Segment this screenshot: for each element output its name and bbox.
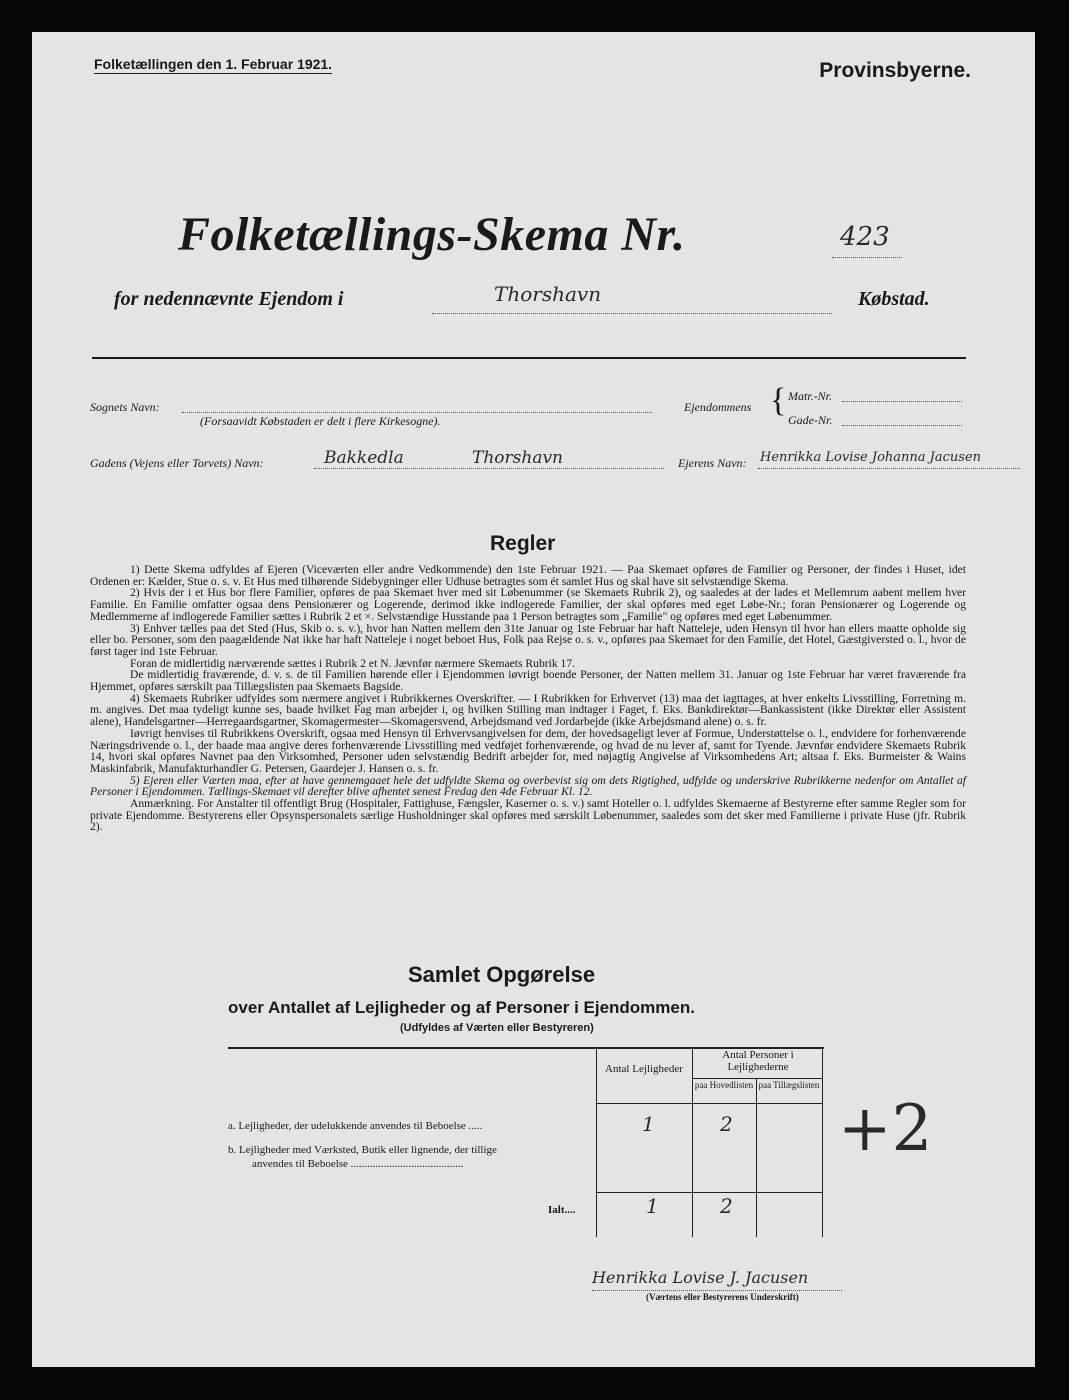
col-persons-header: Antal Personer i Lejlighederne xyxy=(722,1049,794,1073)
rule-paragraph-3b: De midlertidig fraværende, d. v. s. de til Familien hørende eller i Ejendommen iøvrigt boende Personer, der Natten mellem 31. Januar og 1ste Februar har været fraværende fra Hjemmet, opføres særskilt paa Tillægslisten paa Skemaets Bagside. xyxy=(90,668,966,694)
row-b-label-line1: b. Lejligheder med Værksted, Butik eller lignende, der tillige xyxy=(228,1144,497,1156)
property-label: Ejendommens xyxy=(684,400,752,414)
street-label: Gadens (Vejens eller Torvets) Navn: xyxy=(90,456,264,470)
form-number: 423 xyxy=(840,222,890,252)
header-divider xyxy=(92,357,966,359)
summary-heading: Samlet Opgørelse xyxy=(408,962,596,987)
rule-paragraph-3: 3) Enhver tælles paa det Sted (Hus, Skib o. s. v.), hvor han Natten mellem den 31te Januar og 1ste Februar har haft Natteleje, uden Hensyn til hvor han ellers maatte opholde sig eller bo. Personer, som den paagældende Nat ikke har haft Natteleje i noget beboet Hus, Folk paa Rejse o. s. v., opføres paa Skemaet for den Familie, det Hotel, Gæstgiversted o. l., hvor de først tager ind 1ste Februar. xyxy=(90,621,966,658)
row-total-label: Ialt.... xyxy=(548,1204,576,1216)
town-name: Thorshavn xyxy=(494,282,602,306)
rule-paragraph-4: 4) Skemaets Rubriker udfyldes som nærmere angivet i Rubrikkernes Overskrifter. — I Rubrikken for Erhvervet (13) maa det iagttages, at hver enkelts Livsstilling, Forretning m. m. angives. Det maa tydeligt kunne ses, baade hvilket Fag man arbejder i, og hvilken Stilling man indtager i Faget, f. Eks. Bankdirektør—Bankassistent (ikke Direktør eller Assistent alene), Handelsgartner—Herregaardsgartner, Skomagermester—Skomagersvend, Arbejdsmand ved Jordarbejde (ikke Arbejdsmand alene) o. s. fr. xyxy=(90,691,966,729)
property-brace: { xyxy=(770,382,787,419)
summary-note: (Udfyldes af Værten eller Bestyreren) xyxy=(400,1022,594,1034)
street-town: Thorshavn xyxy=(472,448,564,468)
signature-caption: (Værtens eller Bestyrerens Underskrift) xyxy=(646,1292,799,1302)
street-value: Bakkedla xyxy=(324,448,404,468)
rule-note: Anmærkning. For Anstalter til offentligt Brug (Hospitaler, Fattighuse, Fængsler, Kaserner o. s. v.) samt Hoteller o. l. udfyldes Skemaerne af Bestyrerne efter samme Regler som for private Ejendomme. Bestyrerens eller Opsynspersonalets særlige Husholdninger skal opføres med særskilt Løbenummer, saaledes som det sker med Familierne i private Huse (jfr. Rubrik 2). xyxy=(90,797,966,834)
matr-label: Matr.-Nr. xyxy=(788,389,833,403)
col-antal-header: Antal Lejligheder xyxy=(605,1063,683,1075)
census-header-title: Folketællingen den 1. Februar 1921. xyxy=(94,56,333,72)
total-antal: 1 xyxy=(646,1194,659,1218)
row-a-antal: 1 xyxy=(642,1112,655,1136)
rule-paragraph-5: 5) Ejeren eller Værten maa, efter at have gennemgaaet hele det udfyldte Skema og overbevist sig om dets Rigtighed, udfylde og underskrive Rubrikkerne nedenfor om Antallet af Personer i Ejendommen. Tællings-Skemaet vil derefter blive afhentet senest Fredag den 4de Februar Kl. 12. xyxy=(90,773,966,799)
signature-name: Henrikka Lovise J. Jacusen xyxy=(592,1268,809,1287)
rule-paragraph-3a: Foran de midlertidig nærværende sættes i Rubrik 2 et N. Jævnfør nærmere Skemaets Rubrik 17. xyxy=(130,656,576,670)
margin-mark: +2 xyxy=(838,1092,933,1166)
subtitle-prefix: for nedennævnte Ejendom i xyxy=(114,288,344,310)
subtitle-suffix: Købstad. xyxy=(858,288,930,310)
summary-subheading: over Antallet af Lejligheder og af Personer i Ejendommen. xyxy=(228,998,695,1017)
total-hoved: 2 xyxy=(720,1194,733,1218)
col-hoved-header: paa Hovedlisten xyxy=(694,1080,754,1090)
rule-paragraph-1: 1) Dette Skema udfyldes af Ejeren (Viceværten eller andre Vedkommende) den 1ste Februar 1921. — Paa Skemaet opføres de Familier og Personer, der findes i Huset, idet Ordenen er: Kælder, Stue o. s. v. Et Hus med tilhørende Sidebygninger eller Udhuse betragtes som ét samlet Hus og skal have sit selvstændige Skema. xyxy=(90,563,966,588)
census-form-page xyxy=(32,32,1035,1367)
parish-note: (Forsaavidt Købstaden er delt i flere Kirkesogne). xyxy=(200,414,441,428)
rules-text xyxy=(90,564,966,833)
owner-value: Henrikka Lovise Johanna Jacusen xyxy=(760,450,982,465)
gade-label: Gade-Nr. xyxy=(788,413,833,427)
col-tillaeg-header: paa Tillægslisten xyxy=(758,1080,820,1090)
form-title: Folketællings-Skema Nr. xyxy=(178,208,686,261)
owner-label: Ejerens Navn: xyxy=(678,456,747,470)
row-b-label-line2: anvendes til Beboelse ......................................... xyxy=(252,1158,464,1170)
rule-paragraph-2: 2) Hvis der i et Hus bor flere Familier, opføres de paa Skemaet hver med sit Løbenummer (se Skemaets Rubrik 2), og saaledes at der lades et Mellemrum aabent mellem hver Familie. En Familie omfatter ogsaa dens Pensionærer og Logerende, derimod ikke indlogerede Familier, der skal opføres med eget Løbe-Nr.; foran Pensionærer og Logerende og Medlemmerne af indlogerede Familier sættes i Rubrik 2 et ×. Selvstændige Husstande paa 1 Person betragtes som „Familie" og opføres med eget Løbenummer. xyxy=(90,586,966,623)
rules-heading: Regler xyxy=(490,532,556,555)
parish-label: Sognets Navn: xyxy=(90,400,160,414)
region-label: Provinsbyerne. xyxy=(819,59,971,82)
row-a-hoved: 2 xyxy=(720,1112,733,1136)
row-a-label: a. Lejligheder, der udelukkende anvendes til Beboelse ..... xyxy=(228,1120,483,1132)
rule-paragraph-4a: Iøvrigt henvises til Rubrikkens Overskrift, ogsaa med Hensyn til Erhvervsangivelsen for dem, der hovedsageligt lever af Formue, Understøttelse o. l., endvidere for forhenværende Næringsdrivende o. l., der baade maa angive deres forhenværende Livsstilling med vedføjet forhenværende, og hvad de nu lever af, samt for Tyende. Jævnfør endvidere Skemaets Rubrik 14, hvori skal opføres Navnet paa den Virksomhed, Personer uden selvstændig Bedrift arbejder for, med nøjagtig Angivelse af Virksomhedens Art; altsaa f. Eks. Burmeister & Wains Maskinfabrik, Manufakturhandler G. Petersen, Gaardejer J. Hansen o. s. fr. xyxy=(90,726,966,775)
